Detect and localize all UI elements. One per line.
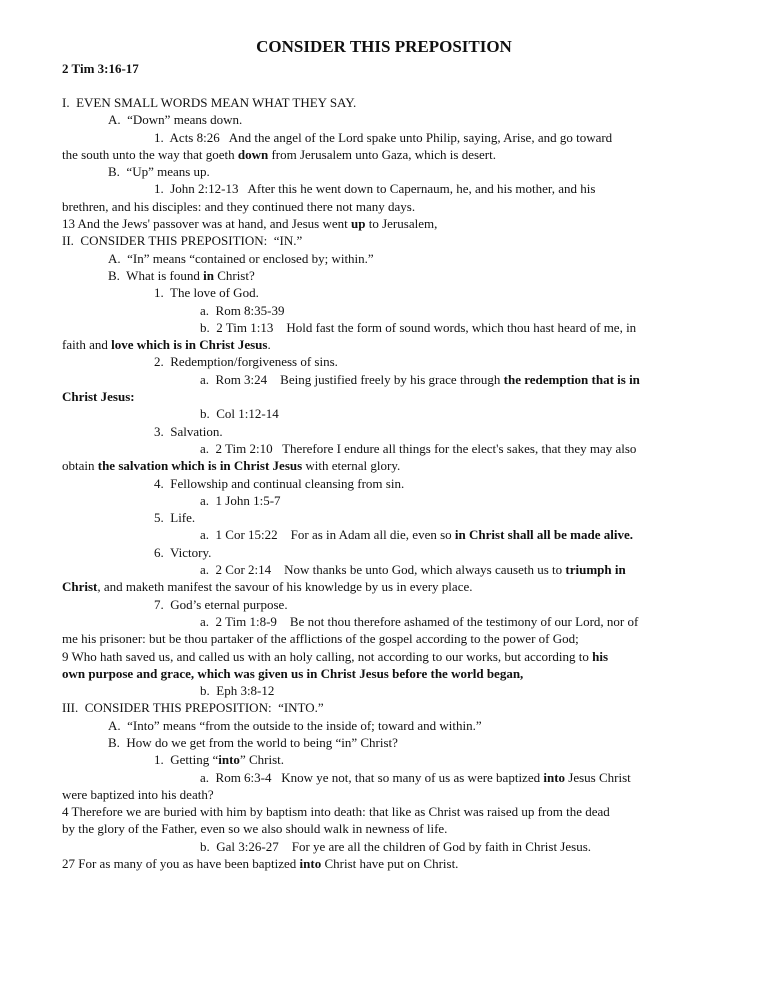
outline-line [62, 284, 706, 301]
outline-line [62, 596, 706, 613]
outline-line [62, 336, 706, 353]
bold-text: the redemption that is in [503, 371, 640, 387]
text-run: A. “In” means “contained or enclosed by; within.” [108, 250, 374, 266]
text-run: ” Christ. [239, 752, 284, 768]
bold-text: own purpose and grace, which was given us in Christ Jesus before the world began, [62, 665, 524, 681]
outline-line [62, 475, 706, 492]
outline-line [62, 855, 706, 872]
outline-line [62, 734, 706, 751]
bold-text: down [237, 146, 269, 162]
outline-line [62, 717, 706, 734]
text-run: with eternal glory. [302, 458, 401, 474]
outline-line [62, 665, 706, 682]
bold-text: into [299, 856, 322, 872]
outline-line [62, 94, 706, 111]
text-run: A. “Down” means down. [108, 112, 243, 128]
text-run: Christ? [213, 267, 255, 283]
text-run: Christ have put on Christ. [321, 856, 459, 872]
outline-line [62, 492, 706, 509]
text-run: Jesus Christ [565, 769, 631, 785]
text-run: 7. God’s eternal purpose. [154, 596, 288, 612]
text-run: a. 1 Cor 15:22 For as in Adam all die, even so [200, 527, 455, 543]
outline-line [62, 699, 706, 716]
outline-line [62, 180, 706, 197]
outline-line [62, 388, 706, 405]
outline-line [62, 353, 706, 370]
text-run: a. Rom 6:3-4 Know ye not, that so many of us as were baptized [200, 769, 544, 785]
text-run: a. 2 Tim 2:10 Therefore I endure all things for the elect's sakes, that they may also [200, 440, 637, 456]
outline-line [62, 751, 706, 768]
outline-body [62, 94, 706, 872]
text-run: B. “Up” means up. [108, 164, 210, 180]
text-run: brethren, and his disciples: and they continued there not many days. [62, 198, 416, 214]
text-run: 13 And the Jews' passover was at hand, and Jesus went [62, 216, 352, 232]
outline-line [62, 146, 706, 163]
outline-line [62, 405, 706, 422]
text-run: 2. Redemption/forgiveness of sins. [154, 354, 338, 370]
outline-line [62, 319, 706, 336]
bold-text: in [203, 267, 214, 283]
text-run: 6. Victory. [154, 544, 212, 560]
text-run: 1. Acts 8:26 And the angel of the Lord spake unto Philip, saying, Arise, and go toward [154, 129, 613, 145]
scripture-reference: 2 Tim 3:16-17 [62, 61, 139, 76]
text-run: B. How do we get from the world to being “in” Christ? [108, 734, 398, 750]
text-run: the south unto the way that goeth [62, 146, 238, 162]
text-run: 3. Salvation. [154, 423, 223, 439]
outline-line [62, 630, 706, 647]
outline-line [62, 526, 706, 543]
outline-line [62, 838, 706, 855]
outline-line [62, 129, 706, 146]
text-run: II. CONSIDER THIS PREPOSITION: “IN.” [62, 233, 303, 249]
bold-text: in Christ shall all be made alive. [454, 527, 633, 543]
page-title: CONSIDER THIS PREPOSITION [256, 37, 512, 56]
outline-line [62, 232, 706, 249]
bold-text: triumph in [565, 562, 626, 578]
text-run: me his prisoner: but be thou partaker of the afflictions of the gospel according to the power of God; [62, 631, 579, 647]
text-run: 1. John 2:12-13 After this he went down to Capernaum, he, and his mother, and his [154, 181, 596, 197]
text-run: to Jerusalem, [365, 216, 438, 232]
outline-line [62, 457, 706, 474]
bold-text: his [592, 648, 609, 664]
outline-line [62, 803, 706, 820]
outline-line [62, 371, 706, 388]
text-run: from Jerusalem unto Gaza, which is desert. [268, 146, 496, 162]
outline-line [62, 769, 706, 786]
outline-line [62, 198, 706, 215]
text-run: b. Eph 3:8-12 [200, 683, 275, 699]
outline-line [62, 302, 706, 319]
bold-text: the salvation which is in Christ Jesus [97, 458, 303, 474]
bold-text: Christ Jesus: [62, 389, 135, 405]
outline-line [62, 613, 706, 630]
outline-line [62, 163, 706, 180]
text-run: by the glory of the Father, even so we also should walk in newness of life. [62, 821, 448, 837]
text-run: A. “Into” means “from the outside to the inside of; toward and within.” [108, 717, 482, 733]
outline-line [62, 250, 706, 267]
text-run: b. 2 Tim 1:13 Hold fast the form of sound words, which thou hast heard of me, in [200, 319, 637, 335]
text-run: B. What is found [108, 267, 204, 283]
text-run: a. Rom 8:35-39 [200, 302, 285, 318]
outline-line [62, 111, 706, 128]
text-run: 27 For as many of you as have been baptized [62, 856, 300, 872]
text-run: 1. The love of God. [154, 285, 259, 301]
text-run: a. 1 John 1:5-7 [200, 492, 281, 508]
text-run: obtain [62, 458, 98, 474]
outline-line [62, 215, 706, 232]
text-run: a. Rom 3:24 Being justified freely by his grace through [200, 371, 504, 387]
text-run: 4. Fellowship and continual cleansing from sin. [154, 475, 405, 491]
text-run: faith and [62, 337, 112, 353]
text-run: , and maketh manifest the savour of his knowledge by us in every place. [97, 579, 473, 595]
text-run: b. Gal 3:26-27 For ye are all the children of God by faith in Christ Jesus. [200, 838, 592, 854]
outline-line [62, 509, 706, 526]
text-run: b. Col 1:12-14 [200, 406, 279, 422]
bold-text: Christ [62, 579, 98, 595]
text-run: a. 2 Cor 2:14 Now thanks be unto God, which always causeth us to [200, 562, 566, 578]
bold-text: into [218, 752, 240, 768]
outline-line [62, 820, 706, 837]
outline-line [62, 440, 706, 457]
outline-line [62, 682, 706, 699]
outline-line [62, 648, 706, 665]
text-run: 9 Who hath saved us, and called us with an holy calling, not according to our works, but according to [62, 648, 593, 664]
outline-line [62, 267, 706, 284]
text-run: a. 2 Tim 1:8-9 Be not thou therefore ashamed of the testimony of our Lord, nor of [200, 613, 639, 629]
outline-line [62, 786, 706, 803]
outline-line [62, 423, 706, 440]
text-run: 4 Therefore we are buried with him by baptism into death: that like as Christ was raised up from the dead [62, 804, 610, 820]
text-run: 5. Life. [154, 510, 196, 526]
text-run: were baptized into his death? [62, 786, 214, 802]
bold-text: up [351, 216, 366, 232]
text-run: I. EVEN SMALL WORDS MEAN WHAT THEY SAY. [62, 95, 357, 110]
outline-line [62, 578, 706, 595]
text-run: . [267, 337, 271, 353]
bold-text: into [543, 769, 566, 785]
text-run: 1. Getting “ [154, 752, 219, 768]
outline-line [62, 544, 706, 561]
outline-line [62, 561, 706, 578]
bold-text: love which is in Christ Jesus [111, 337, 268, 353]
text-run: III. CONSIDER THIS PREPOSITION: “INTO.” [62, 700, 324, 716]
